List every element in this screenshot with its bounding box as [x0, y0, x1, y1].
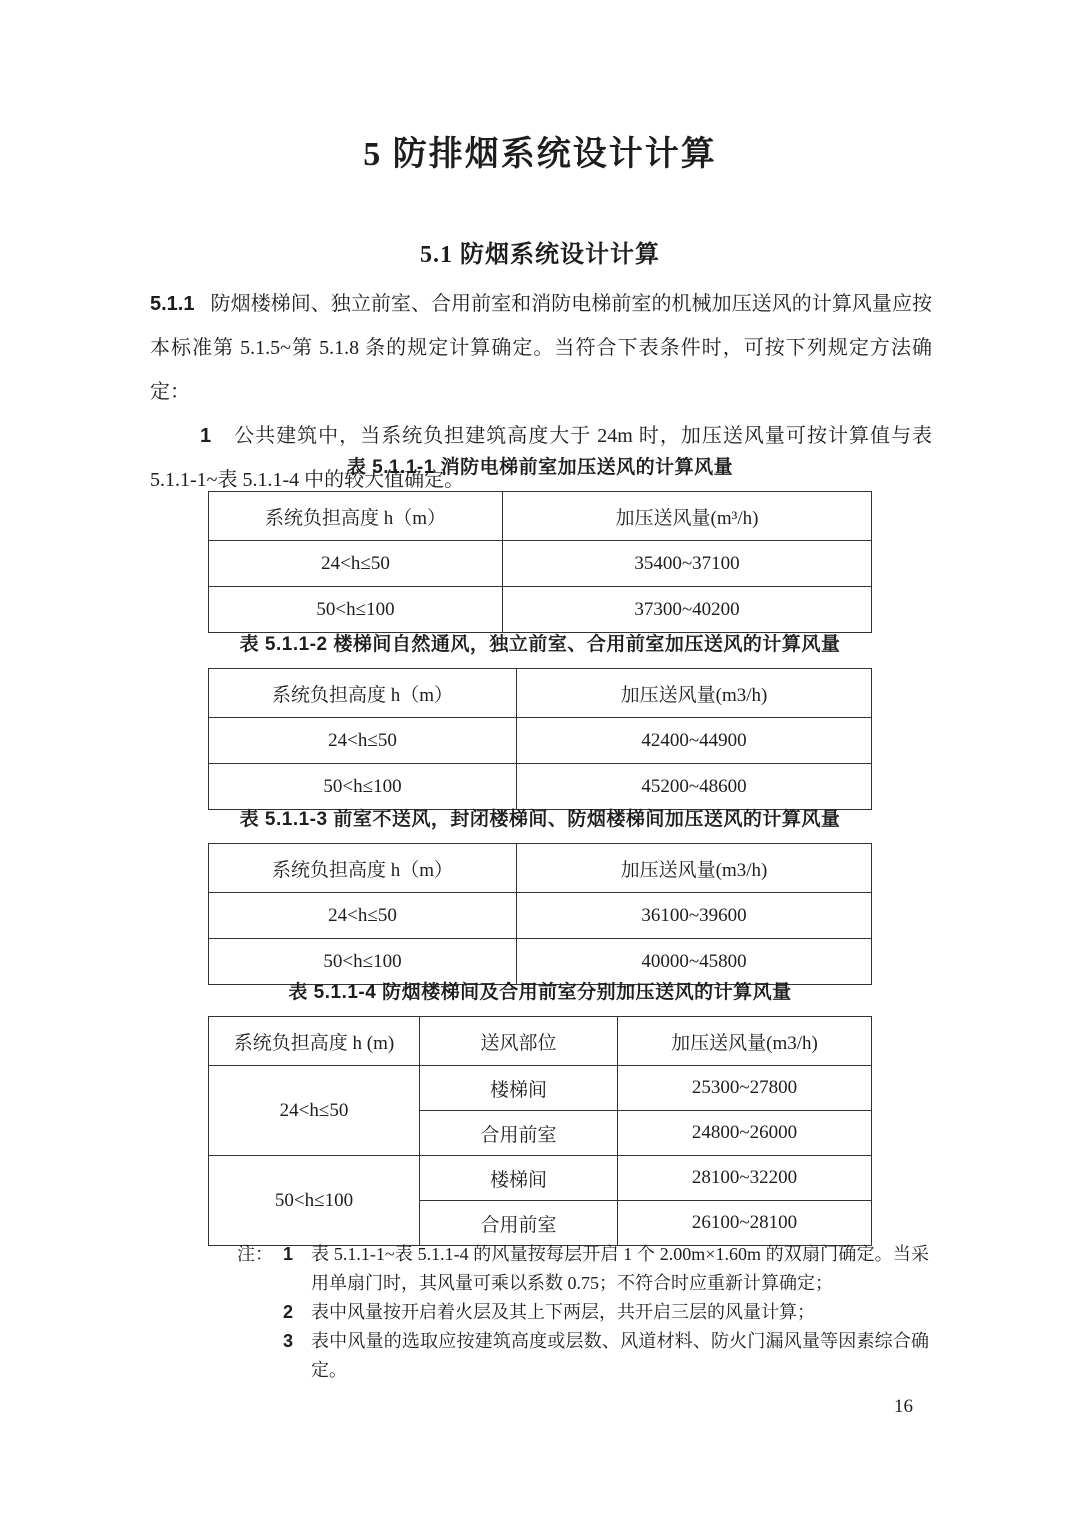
airflow-cell: 26100~28100 — [618, 1201, 872, 1246]
table-header-row — [209, 1017, 872, 1066]
height-cell: 50<h≤100 — [209, 764, 517, 810]
table-5-1-1-2 — [208, 668, 872, 810]
table-row — [209, 587, 872, 633]
height-cell: 50<h≤100 — [209, 939, 517, 985]
airflow-cell: 28100~32200 — [618, 1156, 872, 1201]
airflow-header-cell: 加压送风量(m3/h) — [517, 844, 872, 893]
location-header-cell: 送风部位 — [420, 1017, 618, 1066]
airflow-cell: 24800~26000 — [618, 1111, 872, 1156]
table-5-1-1-3 — [208, 843, 872, 985]
table-header-row — [209, 669, 872, 718]
table-row — [209, 541, 872, 587]
page-number: 16 — [894, 1396, 913, 1417]
airflow-cell: 36100~39600 — [517, 893, 872, 939]
notes-label: 注： — [237, 1244, 273, 1264]
table-5-1-1-4 — [208, 1016, 872, 1246]
location-cell: 楼梯间 — [420, 1156, 618, 1201]
table-5-1-1-4-block — [0, 980, 1080, 1246]
note-text: 表中风量按开启着火层及其上下两层，共开启三层的风量计算； — [311, 1302, 815, 1322]
airflow-cell: 37300~40200 — [503, 587, 872, 633]
clause-text: 防烟楼梯间、独立前室、合用前室和消防电梯前室的机械加压送风的计算风量应按本标准第 5.1.5~第 5.1.8 条的规定计算确定。当符合下表条件时，可按下列规定方法确定： — [150, 293, 932, 403]
height-header-cell: 系统负担高度 h（m） — [209, 492, 503, 541]
table-row — [209, 764, 872, 810]
height-header-cell: 系统负担高度 h（m） — [209, 669, 517, 718]
height-header-cell: 系统负担高度 h (m) — [209, 1017, 420, 1066]
item-text: 公共建筑中，当系统负担建筑高度大于 24m 时，加压送风量可按计算值与表 5.1.1-1~表 5.1.1-4 中的较大值确定。 — [150, 425, 932, 491]
table-5-1-1-2-caption: 表 5.1.1-2 楼梯间自然通风，独立前室、合用前室加压送风的计算风量 — [239, 634, 841, 655]
note-item — [237, 1327, 929, 1385]
table-5-1-1-1 — [208, 491, 872, 633]
airflow-cell: 25300~27800 — [618, 1066, 872, 1111]
note-text: 表中风量的选取应按建筑高度或层数、风道材料、防火门漏风量等因素综合确定。 — [311, 1331, 929, 1380]
item-number: 1 — [200, 425, 212, 447]
location-cell: 合用前室 — [420, 1201, 618, 1246]
chapter-title: 5 防排烟系统设计计算 — [363, 136, 717, 173]
height-cell: 24<h≤50 — [209, 541, 503, 587]
height-cell: 24<h≤50 — [209, 718, 517, 764]
table-row — [209, 939, 872, 985]
note-number: 1 — [283, 1244, 294, 1264]
airflow-cell: 45200~48600 — [517, 764, 872, 810]
table-5-1-1-2-block — [0, 632, 1080, 810]
height-cell: 50<h≤100 — [209, 587, 503, 633]
section-title: 5.1 防烟系统设计计算 — [420, 242, 660, 268]
airflow-cell: 42400~44900 — [517, 718, 872, 764]
airflow-header-cell: 加压送风量(m3/h) — [618, 1017, 872, 1066]
airflow-header-cell: 加压送风量(m3/h) — [517, 669, 872, 718]
table-5-1-1-4-caption: 表 5.1.1-4 防烟楼梯间及合用前室分别加压送风的计算风量 — [288, 982, 792, 1003]
table-notes — [237, 1240, 929, 1385]
note-text: 表 5.1.1-1~表 5.1.1-4 的风量按每层开启 1 个 2.00m×1.60m 的双扇门确定。当采用单扇门时，其风量可乘以系数 0.75；不符合时应重新计算确定； — [311, 1244, 929, 1293]
table-header-row — [209, 844, 872, 893]
table-row — [209, 1156, 872, 1201]
height-cell: 24<h≤50 — [209, 893, 517, 939]
table-header-row — [209, 492, 872, 541]
note-number: 2 — [283, 1302, 294, 1322]
table-5-1-1-1-caption: 表 5.1.1-1 消防电梯前室加压送风的计算风量 — [346, 457, 734, 478]
note-item — [237, 1240, 929, 1298]
clause-number: 5.1.1 — [150, 293, 195, 315]
height-cell: 50<h≤100 — [209, 1156, 420, 1246]
table-5-1-1-3-caption: 表 5.1.1-3 前室不送风，封闭楼梯间、防烟楼梯间加压送风的计算风量 — [239, 809, 841, 830]
location-cell: 楼梯间 — [420, 1066, 618, 1111]
height-header-cell: 系统负担高度 h（m） — [209, 844, 517, 893]
clause-5-1-1 — [150, 282, 932, 414]
location-cell: 合用前室 — [420, 1111, 618, 1156]
table-row — [209, 718, 872, 764]
height-cell: 24<h≤50 — [209, 1066, 420, 1156]
airflow-cell: 40000~45800 — [517, 939, 872, 985]
table-5-1-1-1-block — [0, 455, 1080, 633]
airflow-cell: 35400~37100 — [503, 541, 872, 587]
note-number: 3 — [283, 1331, 294, 1351]
table-5-1-1-3-block — [0, 807, 1080, 985]
note-item — [237, 1298, 929, 1327]
table-row — [209, 893, 872, 939]
table-row — [209, 1066, 872, 1111]
airflow-header-cell: 加压送风量(m³/h) — [503, 492, 872, 541]
